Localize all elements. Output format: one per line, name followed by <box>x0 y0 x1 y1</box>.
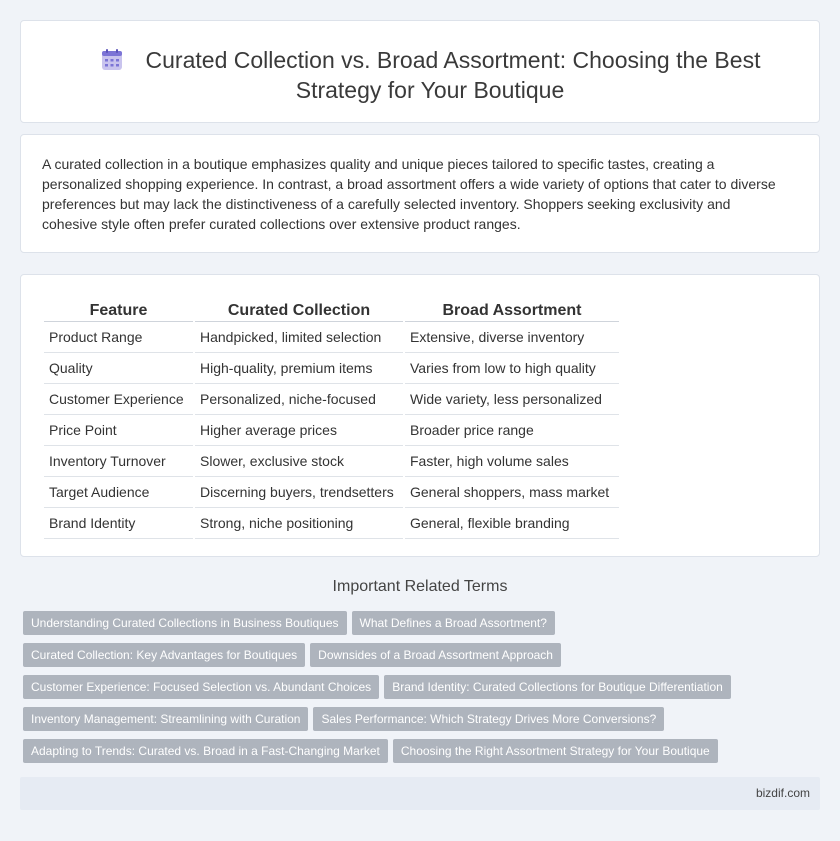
table-row <box>44 508 619 539</box>
related-term-link[interactable]: What Defines a Broad Assortment? <box>352 611 555 635</box>
cell-broad: Varies from low to high quality <box>405 353 619 384</box>
cell-broad: Faster, high volume sales <box>405 446 619 477</box>
cell-curated: Personalized, niche-focused <box>195 384 403 415</box>
related-term-link[interactable]: Brand Identity: Curated Collections for Boutique Differentiation <box>384 675 731 699</box>
cell-feature: Price Point <box>44 415 193 446</box>
related-terms-title: Important Related Terms <box>332 578 508 595</box>
calendar-icon <box>100 48 124 72</box>
cell-feature: Quality <box>44 353 193 384</box>
footer <box>20 777 820 810</box>
cell-broad: General, flexible branding <box>405 508 619 539</box>
cell-curated: Higher average prices <box>195 415 403 446</box>
tag-row <box>23 739 823 763</box>
cell-feature: Product Range <box>44 322 193 353</box>
cell-curated: Discerning buyers, trendsetters <box>195 477 403 508</box>
cell-broad: General shoppers, mass market <box>405 477 619 508</box>
related-term-link[interactable]: Adapting to Trends: Curated vs. Broad in a Fast-Changing Market <box>23 739 388 763</box>
tag-row <box>23 675 823 699</box>
tag-row <box>23 707 823 731</box>
intro-text: A curated collection in a boutique emphasizes quality and unique pieces tailored to specific tastes, creating a personalized shopping experience. In contrast, a broad assortment offers a wide variety of options that cater to diverse preferences but may lack the distinctiveness of a carefully selected inventory. Shoppers seeking exclusivity and cohesive style often prefer curated collections over extensive product ranges. <box>42 156 776 232</box>
table-row <box>44 384 619 415</box>
title-text: Curated Collection vs. Broad Assortment: Choosing the Best Strategy for Your Boutique <box>145 47 761 103</box>
related-term-link[interactable]: Customer Experience: Focused Selection vs. Abundant Choices <box>23 675 379 699</box>
comparison-card <box>20 274 820 557</box>
footer-brand[interactable]: bizdif.com <box>755 786 810 800</box>
related-term-link[interactable]: Curated Collection: Key Advantages for Boutiques <box>23 643 305 667</box>
col-feature: Feature <box>44 295 193 322</box>
header-card <box>20 20 820 123</box>
table-row <box>44 415 619 446</box>
cell-feature: Brand Identity <box>44 508 193 539</box>
tag-row <box>23 611 823 635</box>
cell-broad: Wide variety, less personalized <box>405 384 619 415</box>
table-row <box>44 446 619 477</box>
related-terms <box>23 611 823 771</box>
cell-curated: Slower, exclusive stock <box>195 446 403 477</box>
related-term-link[interactable]: Choosing the Right Assortment Strategy for Your Boutique <box>393 739 718 763</box>
col-broad: Broad Assortment <box>405 295 619 322</box>
related-term-link[interactable]: Inventory Management: Streamlining with Curation <box>23 707 308 731</box>
cell-broad: Extensive, diverse inventory <box>405 322 619 353</box>
col-curated: Curated Collection <box>195 295 403 322</box>
cell-curated: High-quality, premium items <box>195 353 403 384</box>
cell-broad: Broader price range <box>405 415 619 446</box>
related-term-link[interactable]: Downsides of a Broad Assortment Approach <box>310 643 561 667</box>
cell-curated: Handpicked, limited selection <box>195 322 403 353</box>
table-header-row <box>44 295 619 322</box>
tag-row <box>23 643 823 667</box>
cell-feature: Target Audience <box>44 477 193 508</box>
table-row <box>44 477 619 508</box>
comparison-table <box>42 295 621 539</box>
table-row <box>44 322 619 353</box>
table-row <box>44 353 619 384</box>
cell-feature: Customer Experience <box>44 384 193 415</box>
cell-curated: Strong, niche positioning <box>195 508 403 539</box>
cell-feature: Inventory Turnover <box>44 446 193 477</box>
page-title <box>81 45 779 105</box>
related-term-link[interactable]: Understanding Curated Collections in Business Boutiques <box>23 611 347 635</box>
intro-card <box>20 134 820 253</box>
related-term-link[interactable]: Sales Performance: Which Strategy Drives More Conversions? <box>313 707 664 731</box>
